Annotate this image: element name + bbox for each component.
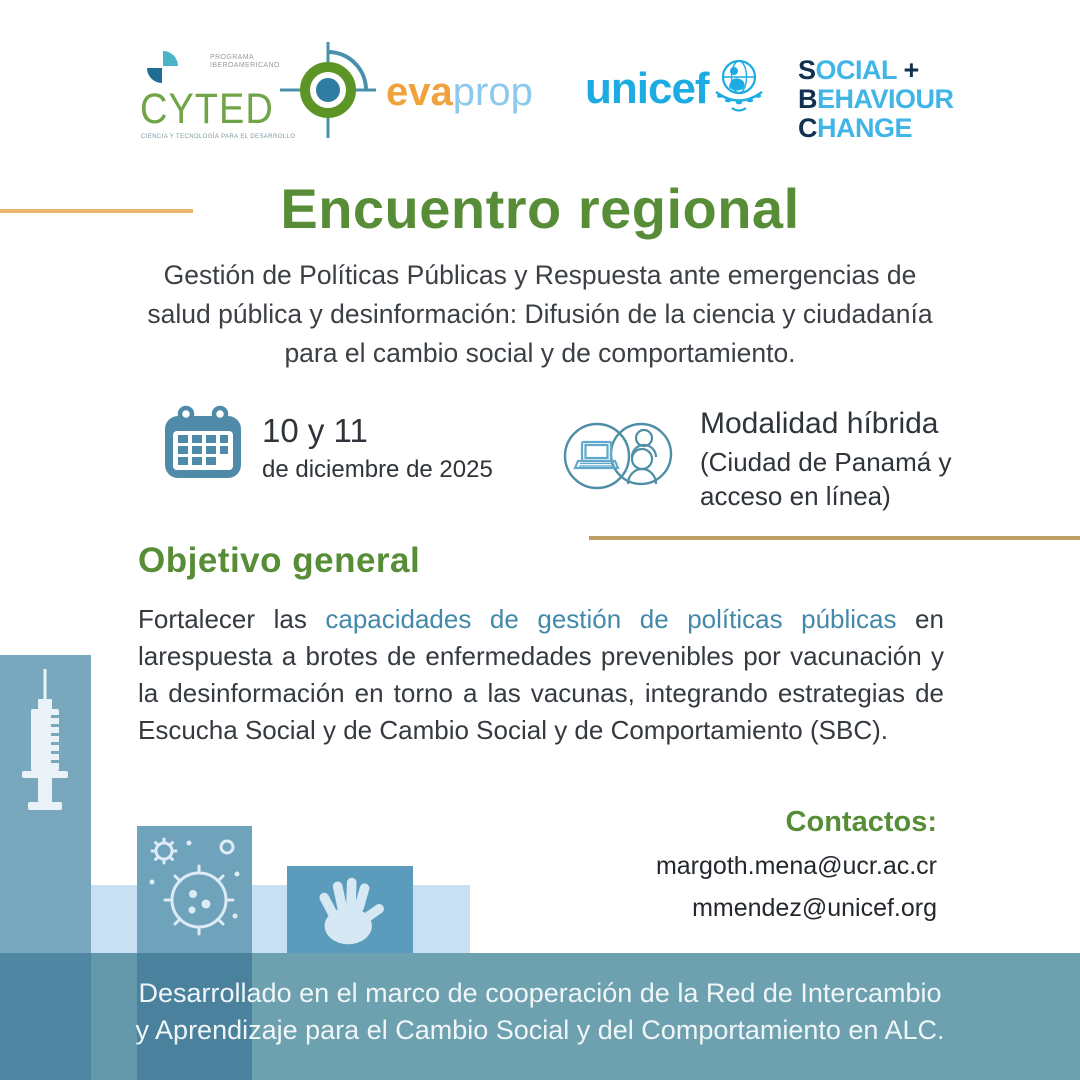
footer-band — [0, 953, 1080, 1080]
evaprop-logo — [278, 40, 548, 150]
footer-text — [0, 975, 1080, 1049]
evaprop-eva: eva — [386, 70, 453, 114]
page-subtitle — [0, 256, 1080, 373]
modality-line1: (Ciudad de Panamá y — [700, 447, 952, 477]
sbc-line3: CHANGE — [798, 113, 913, 143]
objective-paragraph — [138, 601, 944, 749]
page-title: Encuentro regional — [280, 177, 800, 240]
unicef-wordmark: unicef — [585, 64, 709, 113]
evaprop-prop: prop — [452, 70, 533, 114]
contact-email-2: mmendez@unicef.org — [692, 894, 937, 922]
calendar-icon — [163, 404, 243, 484]
decor-hand-square — [287, 866, 413, 953]
modality-line2: acceso en línea) — [700, 481, 891, 511]
hand-icon — [305, 876, 395, 946]
event-dates-detail: de diciembre de 2025 — [262, 456, 493, 483]
cyted-tagline: CIENCIA Y TECNOLOGÍA PARA EL DESARROLLO — [141, 134, 296, 140]
sbc-line2: BEHAVIOUR — [798, 84, 954, 114]
cyted-wordmark: CYTED — [140, 86, 274, 134]
contacts-heading: Contactos: — [785, 806, 937, 838]
footer-line1: Desarrollado en el marco de cooperación de la Red de Intercambio — [138, 978, 942, 1008]
contact-email-1: margoth.mena@ucr.ac.cr — [655, 852, 937, 880]
subtitle-line: para el cambio social y de comportamiento. — [284, 338, 796, 368]
objective-highlight: capacidades de gestión de políticas públicas — [325, 604, 897, 634]
target-icon — [278, 40, 378, 140]
subtitle-line: salud pública y desinformación: Difusión de la ciencia y ciudadanía — [147, 299, 933, 329]
objective-heading: Objetivo general — [138, 541, 421, 580]
decor-virus-square — [137, 826, 252, 953]
objective-text-after: en larespuesta a brotes de enfermedades prevenibles por vacunación y la desinformación en torno a las vacunas, integrando estrategias de Escucha Social y de Cambio Social y de Comportamiento (SBC). — [138, 604, 944, 745]
hybrid-laptop-people-icon — [558, 416, 678, 496]
footer-line2: y Aprendizaje para el Cambio Social y del Comportamiento en ALC. — [135, 1015, 945, 1045]
event-dates: 10 y 11 — [262, 412, 368, 449]
cyted-program-text: PROGRAMA IBEROAMERICANO — [210, 54, 280, 69]
evaprop-wordmark — [386, 70, 533, 115]
unicef-emblem-icon — [707, 52, 771, 116]
subtitle-line: Gestión de Políticas Públicas y Respuesta ante emergencias de — [163, 260, 917, 290]
decor-column — [0, 655, 91, 953]
virus-icon — [144, 834, 244, 946]
syringe-icon — [14, 669, 76, 824]
modality-title: Modalidad híbrida — [700, 407, 939, 440]
accent-line-right — [589, 536, 1080, 540]
cyted-pinwheel-icon — [144, 50, 184, 86]
sbc-line1: SOCIAL + — [798, 55, 919, 85]
sbc-logo — [798, 56, 958, 146]
unicef-logo — [585, 52, 775, 118]
contacts-block — [656, 806, 937, 923]
objective-text-before: Fortalecer las — [138, 604, 326, 634]
